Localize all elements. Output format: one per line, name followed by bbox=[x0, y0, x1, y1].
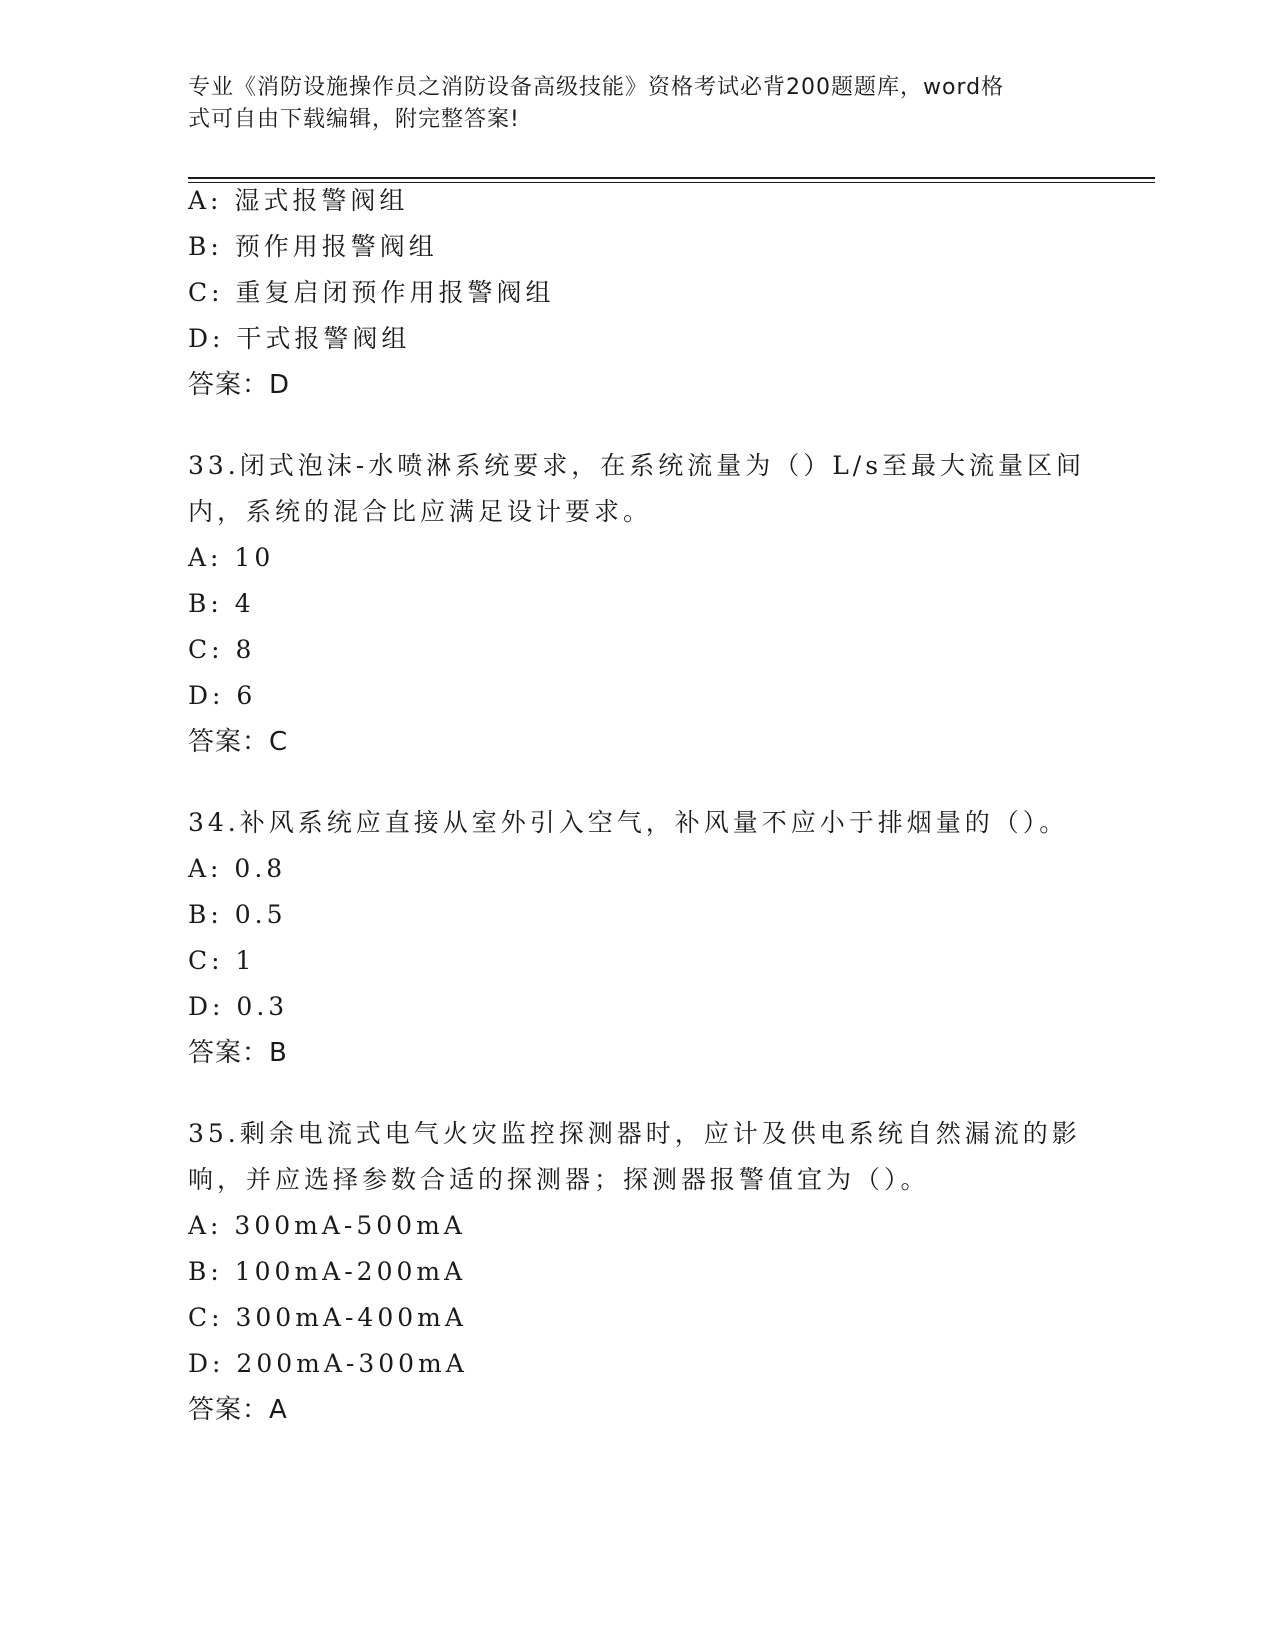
option-b: B: 0.5 bbox=[188, 900, 287, 929]
question-block-32 bbox=[188, 178, 1108, 408]
answer: 答案：C bbox=[188, 727, 289, 757]
option-c: C: 8 bbox=[188, 635, 256, 664]
question-text-line-1: 35.剩余电流式电气火灾监控探测器时，应计及供电系统自然漏流的影 bbox=[188, 1119, 1081, 1148]
option-b: B: 4 bbox=[188, 589, 255, 618]
option-b: B: 100mA-200mA bbox=[188, 1257, 467, 1286]
question-text-line-1: 34.补风系统应直接从室外引入空气，补风量不应小于排烟量的（）。 bbox=[188, 808, 1069, 837]
option-c: C: 300mA-400mA bbox=[188, 1303, 467, 1332]
answer: 答案：D bbox=[188, 370, 291, 400]
question-text-line-2: 内，系统的混合比应满足设计要求。 bbox=[188, 497, 653, 526]
document-header bbox=[188, 72, 1068, 136]
question-text-line-1: 33.闭式泡沫-水喷淋系统要求，在系统流量为（）L/s至最大流量区间 bbox=[188, 451, 1086, 480]
option-a: A: 10 bbox=[188, 543, 275, 572]
option-d: D: 干式报警阀组 bbox=[188, 324, 411, 353]
option-a: A: 300mA-500mA bbox=[188, 1211, 466, 1240]
header-line-1: 专业《消防设施操作员之消防设备高级技能》资格考试必背200题题库，word格 bbox=[188, 75, 1005, 100]
option-c: C: 1 bbox=[188, 946, 256, 975]
option-d: D: 0.3 bbox=[188, 992, 289, 1021]
question-block-34 bbox=[188, 800, 1108, 1076]
option-c: C: 重复启闭预作用报警阀组 bbox=[188, 278, 555, 307]
answer: 答案：B bbox=[188, 1038, 288, 1068]
option-d: D: 200mA-300mA bbox=[188, 1349, 468, 1378]
header-line-2: 式可自由下载编辑，附完整答案! bbox=[188, 107, 520, 132]
question-block-33 bbox=[188, 443, 1108, 765]
option-d: D: 6 bbox=[188, 681, 257, 710]
question-block-35 bbox=[188, 1111, 1108, 1433]
question-text-line-2: 响，并应选择参数合适的探测器；探测器报警值宜为（）。 bbox=[188, 1165, 930, 1194]
option-a: A: 湿式报警阀组 bbox=[188, 186, 409, 215]
option-a: A: 0.8 bbox=[188, 854, 287, 883]
option-b: B: 预作用报警阀组 bbox=[188, 232, 438, 261]
answer: 答案：A bbox=[188, 1395, 288, 1425]
